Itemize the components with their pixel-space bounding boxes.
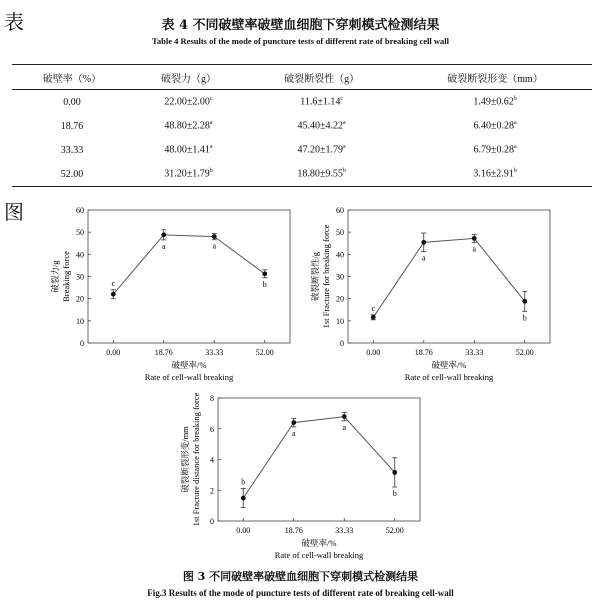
series-line: [243, 417, 395, 498]
y-tick-label: 20: [336, 294, 344, 304]
table-cell: 22.00±2.00$^c$: [164, 96, 213, 108]
x-tick-label: 52.00: [515, 348, 534, 357]
y-tick-label: 10: [76, 316, 84, 326]
significance-letter: c: [371, 303, 376, 313]
significance-letter: b: [522, 313, 527, 323]
y-tick-label: 50: [336, 228, 344, 238]
table-cell: 45.40±4.22$^a$: [297, 120, 346, 132]
y-axis-label-zh: 破裂力/g: [50, 260, 60, 293]
table-cell: 18.76: [60, 120, 84, 132]
significance-letter: a: [291, 428, 296, 438]
x-tick-label: 18.76: [414, 348, 433, 357]
table-cell: 33.33: [60, 144, 84, 156]
header-cell: 破裂断裂形变（mm）: [398, 65, 592, 90]
data-point: [371, 315, 376, 320]
y-tick-label: 10: [336, 316, 344, 326]
y-axis-label-en: Breaking force: [61, 251, 71, 302]
data-point: [392, 470, 397, 475]
significance-letter: a: [421, 253, 426, 263]
table-title-en: Table 4 Results of the mode of puncture tests of different rate of breaking cell wall: [152, 36, 449, 46]
header-cell: 破裂力（g）: [132, 65, 245, 90]
chart-fracture-distance: [170, 388, 430, 563]
significance-letter: c: [111, 278, 116, 288]
data-point: [522, 299, 527, 304]
table-cell: 52.00: [12, 162, 132, 187]
y-tick-label: 2: [210, 486, 214, 496]
table-cell: 6.79±0.28$^a$: [473, 144, 517, 156]
data-point: [342, 414, 347, 419]
x-axis-label-zh: 破壁率/%: [171, 360, 207, 370]
y-tick-label: 50: [76, 228, 84, 238]
y-tick-label: 60: [336, 206, 344, 215]
table-cell: 48.00±1.41$^a$: [164, 144, 213, 156]
data-point: [421, 240, 426, 245]
y-tick-label: 30: [336, 272, 344, 282]
significance-letter: a: [212, 241, 217, 251]
table-row: [12, 162, 592, 187]
results-table: [12, 64, 592, 187]
header-cell: 破壁率（%）: [12, 65, 132, 90]
data-point: [111, 292, 116, 297]
data-point: [291, 420, 296, 425]
x-tick-label: 52.00: [255, 348, 274, 357]
y-axis-label-zh: 破裂断裂性/g: [310, 251, 320, 302]
plot-frame: [348, 210, 550, 343]
x-tick-label: 33.33: [335, 526, 354, 535]
x-tick-label: 0.00: [366, 348, 381, 357]
x-axis-label-zh: 破壁率/%: [431, 360, 467, 370]
significance-letter: b: [262, 279, 267, 289]
y-tick-label: 4: [210, 455, 214, 465]
significance-letter: b: [392, 489, 397, 499]
y-axis-label-en: 1st Fracture for breaking force: [321, 224, 331, 329]
y-tick-label: 0: [210, 517, 214, 526]
x-tick-label: 52.00: [385, 526, 404, 535]
chart-breaking-force: [40, 200, 300, 385]
table-mark: 表: [4, 10, 24, 34]
y-tick-label: 30: [76, 272, 84, 282]
data-point: [262, 271, 267, 276]
table-row: [12, 90, 592, 115]
x-tick-label: 18.76: [154, 348, 173, 357]
figure-mark: 图: [4, 200, 24, 224]
table-cell: 48.80±2.28$^a$: [164, 120, 213, 132]
x-tick-label: 0.00: [106, 348, 121, 357]
y-tick-label: 0: [80, 339, 84, 348]
x-tick-label: 33.33: [205, 348, 224, 357]
data-point: [161, 232, 166, 237]
x-axis-label-zh: 破壁率/%: [301, 538, 337, 548]
table-cell: 3.16±2.91$^b$: [398, 162, 592, 187]
x-tick-label: 33.33: [465, 348, 484, 357]
y-tick-label: 20: [76, 294, 84, 304]
data-point: [472, 236, 477, 241]
table-title-zh: 表 4 不同破壁率破壁血细胞下穿刺模式检测结果: [161, 18, 440, 33]
table-cell: 11.6±1.14$^c$: [300, 96, 344, 108]
table-cell: 1.49±0.62$^b$: [473, 96, 517, 108]
significance-letter: a: [472, 244, 477, 254]
chart-fracture-force: [300, 200, 560, 385]
x-axis-label-en: Rate of cell-wall breaking: [144, 372, 234, 382]
series-line: [113, 235, 265, 294]
table-row: [12, 114, 592, 138]
y-axis-label-zh: 破裂断裂形变/mm: [180, 426, 190, 493]
data-point: [212, 234, 217, 239]
x-tick-label: 0.00: [236, 526, 251, 535]
y-tick-label: 6: [210, 424, 214, 434]
table-cell: 47.20±1.79$^a$: [297, 144, 346, 156]
significance-letter: b: [241, 477, 246, 487]
table-cell: 18.80±9.55$^b$: [245, 162, 398, 187]
y-tick-label: 60: [76, 206, 84, 215]
plot-frame: [88, 210, 290, 343]
y-axis-label-en: 1st Fracture distance for breaking force: [191, 392, 201, 527]
table-header-row: [12, 65, 592, 90]
x-axis-label-en: Rate of cell-wall breaking: [274, 550, 364, 560]
x-tick-label: 18.76: [284, 526, 303, 535]
plot-frame: [218, 398, 420, 521]
data-point: [241, 496, 246, 501]
figure-caption-en: Fig.3 Results of the mode of puncture tests of different rate of breaking cell-wall: [147, 588, 454, 598]
y-tick-label: 0: [340, 339, 344, 348]
y-tick-label: 40: [336, 250, 344, 260]
header-cell: 破裂断裂性（g）: [245, 65, 398, 90]
figure-caption-zh: 图 3 不同破壁率破壁血细胞下穿刺模式检测结果: [182, 570, 419, 583]
table-cell: 6.40±0.28$^a$: [473, 120, 517, 132]
y-tick-label: 40: [76, 250, 84, 260]
x-axis-label-en: Rate of cell-wall breaking: [404, 372, 494, 382]
table-row: [12, 138, 592, 162]
y-tick-label: 8: [210, 394, 214, 403]
significance-letter: a: [342, 422, 347, 432]
table-cell: 31.20±1.79$^b$: [132, 162, 245, 187]
significance-letter: a: [161, 241, 166, 251]
table-cell: 0.00: [63, 96, 81, 108]
series-line: [373, 238, 525, 317]
